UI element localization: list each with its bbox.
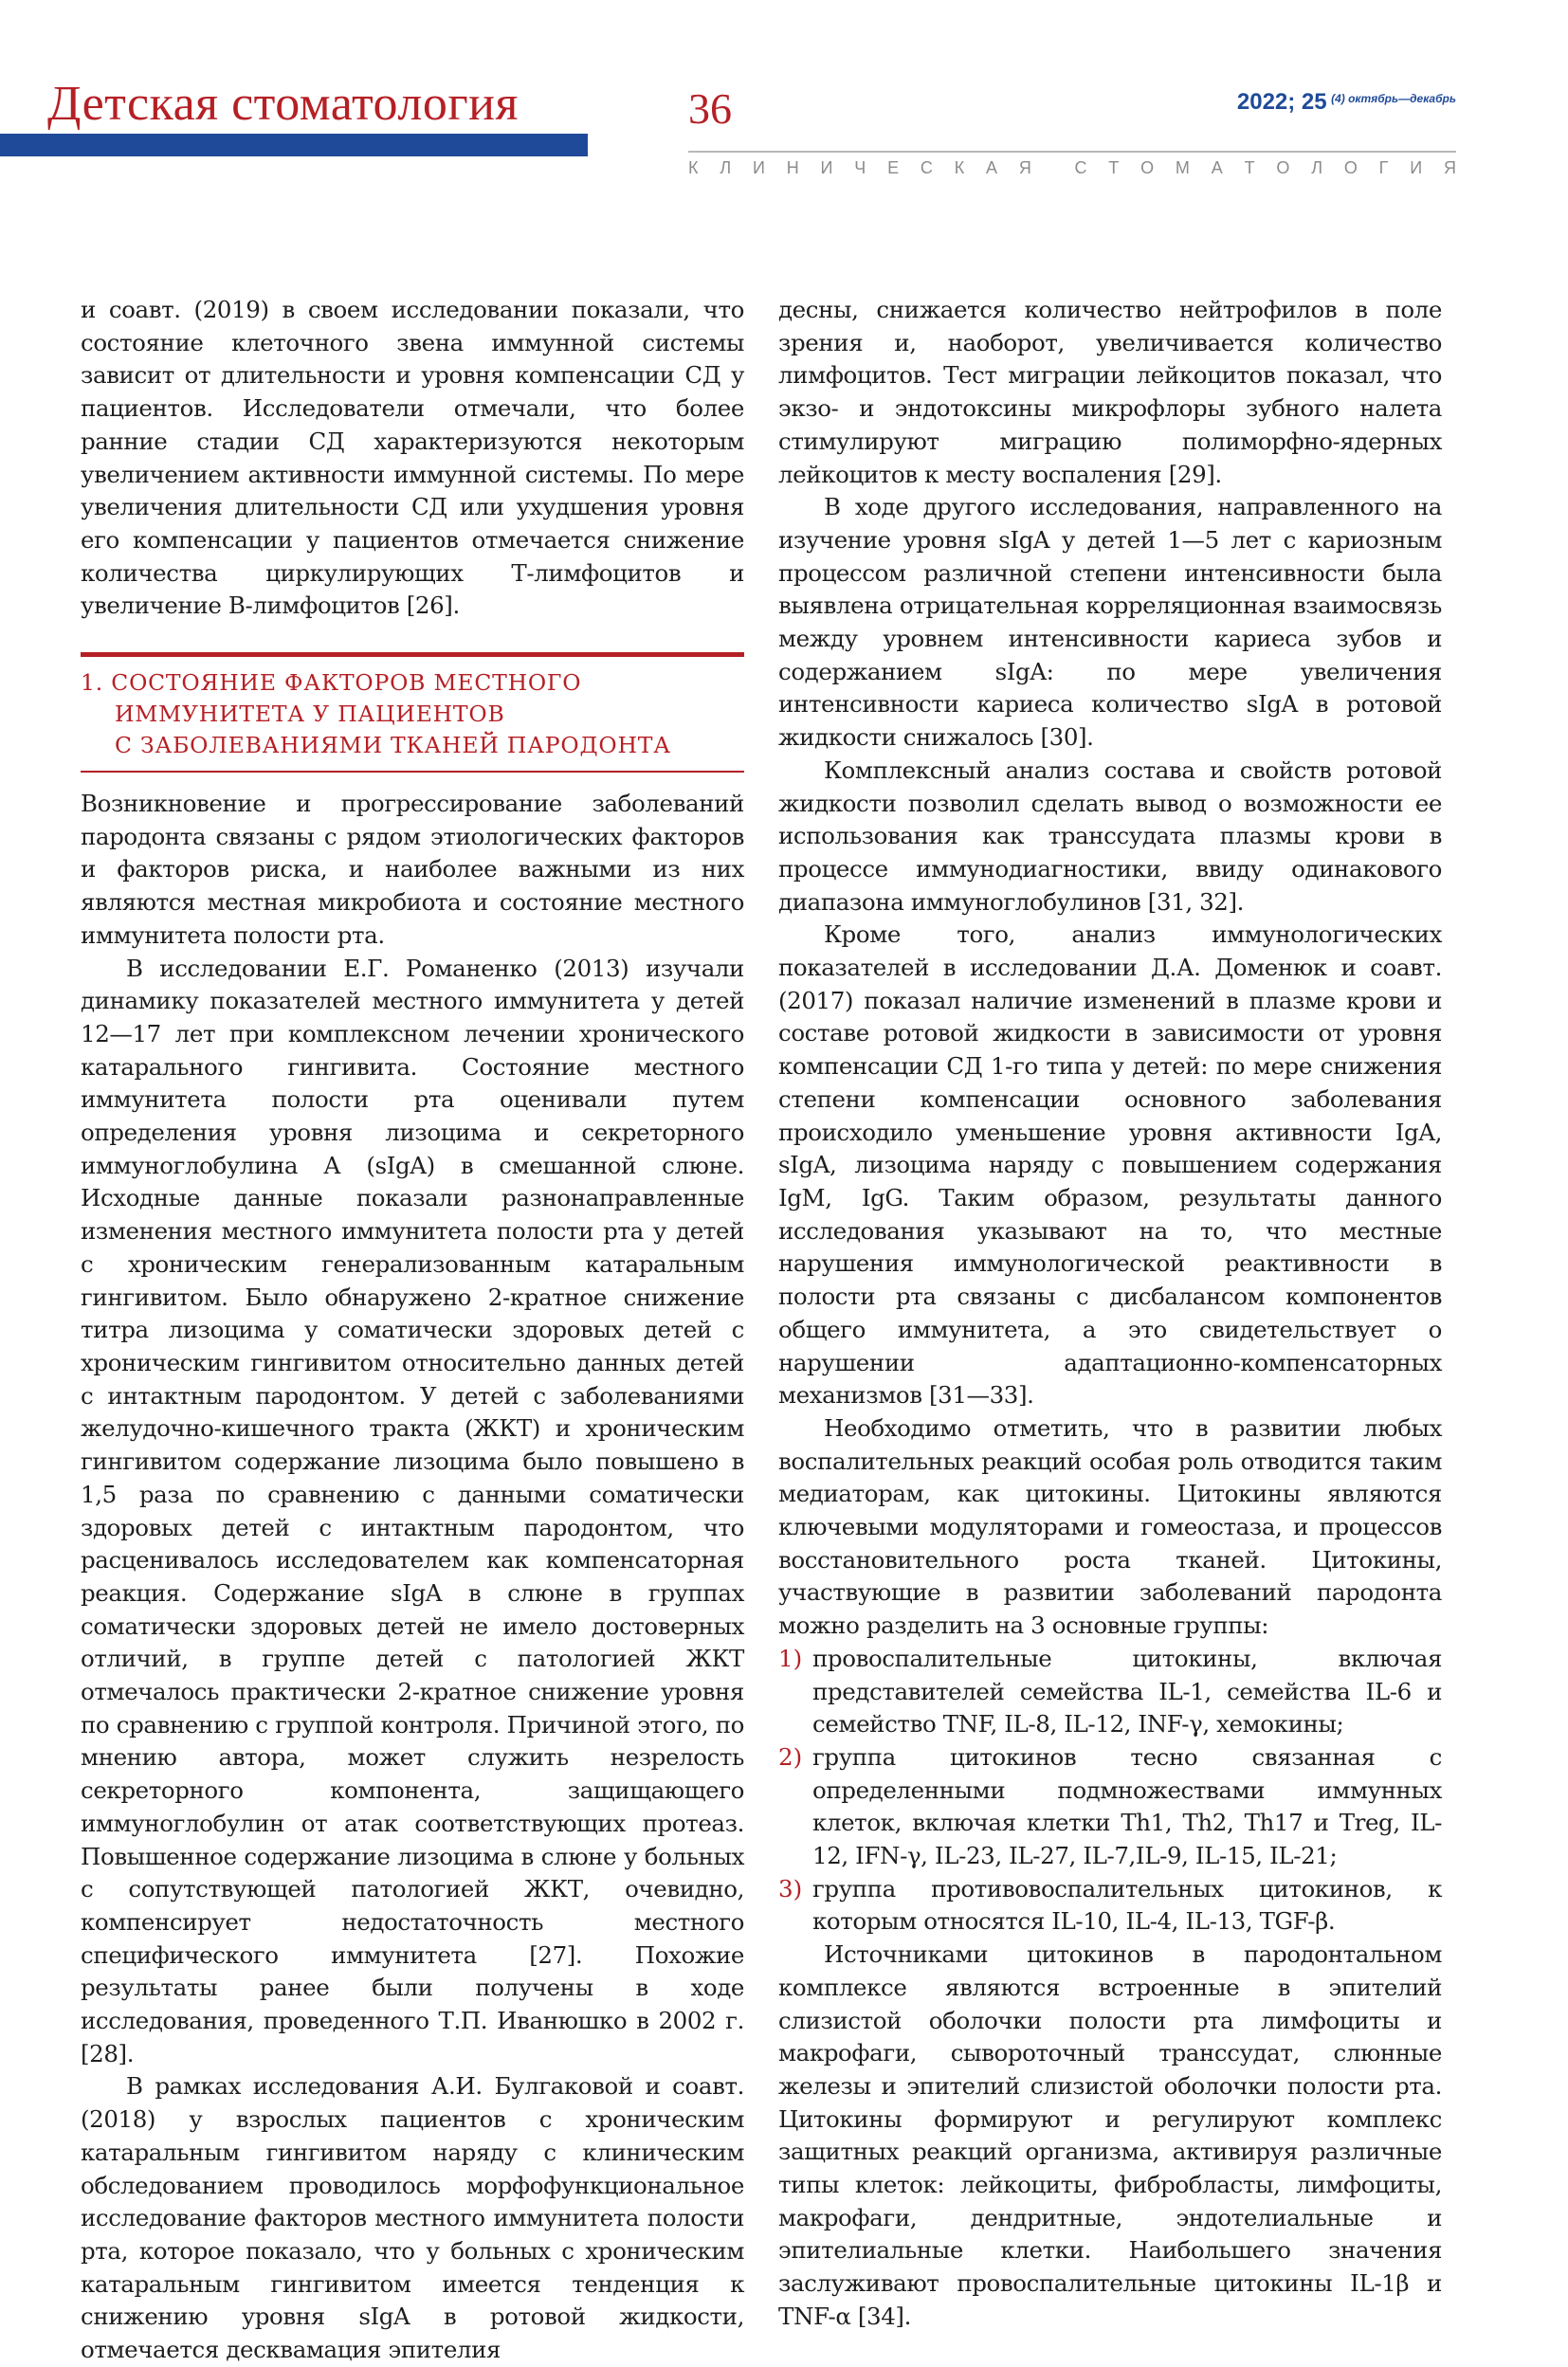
paragraph: Кроме того, анализ иммунологических показателей в исследовании Д.А. Доменюк и соавт. (2017) показал наличие изменений в плазме крови и составе ротовой жидкости в зависимости от уровня компенсации СД 1-го типа у детей: по мере снижения степени компенсации основного заболевания происходило уменьшение уровня активности IgA, sIgA, лизоцима наряду с повышением содержания IgM, IgG. Таким образом, результаты данного исследования указывают на то, что местные нарушения иммунологической реактивности в полости рта связаны с дисбалансом компонентов общего иммунитета, а это свидетельствует о нарушении адаптационно-компенсаторных механизмов [31—33]. bbox=[778, 920, 1442, 1410]
section-label-letter: Я bbox=[1443, 158, 1456, 177]
section-label-letter: Е bbox=[887, 158, 900, 177]
paragraph: и соавт. (2019) в своем исследовании показали, что состояние клеточного звена иммунной системы зависит от длительности и уровня компенсации СД у пациентов. Исследователи отмечали, что более ранние стадии СД характеризуются некоторым увеличением активности иммунной системы. По мере увеличения длительности СД или ухудшения уровня его компенсации у пациентов отмечается снижение количества циркулирующих Т-лимфоцитов и увеличение В-лимфоцитов [26]. bbox=[81, 296, 744, 620]
section-label-letter: С bbox=[920, 158, 933, 177]
list-number: 2) bbox=[778, 1742, 803, 1771]
section-label-letter: О bbox=[1140, 158, 1155, 177]
section-heading bbox=[81, 652, 744, 773]
heading-line: С ЗАБОЛЕВАНИЯМИ ТКАНЕЙ ПАРОДОНТА bbox=[115, 732, 671, 759]
section-label-letter: Я bbox=[1018, 158, 1031, 177]
section-label-letter: Г bbox=[1378, 158, 1389, 177]
paragraph: В ходе другого исследования, направленного на изучение уровня sIgA у детей 1—5 лет с кариозным процессом различной степени интенсивности была выявлена отрицательная корреляционная взаимосвязь между уровнем интенсивности кариеса зубов и содержанием sIgA: по мере увеличения интенсивности кариеса количество sIgA в ротовой жидкости снижалось [30]. bbox=[778, 493, 1442, 752]
issue-year-volume: 2022; 25 bbox=[1236, 89, 1327, 115]
paragraph: В исследовании Е.Г. Романенко (2013) изучали динамику показателей местного иммунитета у детей 12—17 лет при комплексном лечении хронического катарального гингивита. Состояние местного иммунитета полости рта оценивали путем определения уровня лизоцима и секреторного иммуноглобулина А (sIgA) в смешанной слюне. Исходные данные показали разнонаправленные изменения местного иммунитета полости рта у детей с хроническим генерализованным катаральным гингивитом. Было обнаружено 2-кратное снижение титра лизоцима у соматически здоровых детей с хроническим гингивитом относительно данных детей с интактным пародонтом. У детей с заболеваниями желудочно-кишечного тракта (ЖКТ) и хроническим гингивитом содержание лизоцима было повышено в 1,5 раза по сравнению с данными соматически здоровых детей с интактным пародонтом, что расценивалось исследователем как компенсаторная реакция. Содержание sIgA в слюне в группах соматически здоровых детей не имело достоверных отличий, в группе детей с патологией ЖКТ отмечалось практически 2-кратное снижение уровня по сравнению с группой контроля. Причиной этого, по мнению автора, может служить незрелость секреторного компонента, защищающего иммуноглобулин от атак соответствующих протеаз. Повышенное содержание лизоцима в слюне у больных с сопутствующей патологией ЖКТ, очевидно, компенсирует недостаточность местного специфического иммунитета [27]. Похожие результаты ранее были получены в ходе исследования, проведенного Т.П. Иванюшко в 2002 г. [28]. bbox=[81, 954, 744, 2067]
list-number: 1) bbox=[778, 1644, 803, 1672]
paragraph: Источниками цитокинов в пародонтальном комплексе являются встроенные в эпителий слизистой оболочки полости рта лимфоциты и макрофаги, сывороточный транссудат, слюнные железы и эпителий слизистой оболочки полости рта. Цитокины формируют и регулируют комплекс защитных реакций организма, активируя различные типы клеток: лейкоциты, фибробласты, лимфоциты, макрофаги, дендритные, эндотелиальные и эпителиальные клетки. Наибольшего значения заслуживают провоспалительные цитокины IL-1β и TNF-α [34]. bbox=[778, 1940, 1442, 2330]
heading-line: ИММУНИТЕТА У ПАЦИЕНТОВ bbox=[115, 701, 505, 728]
list-item bbox=[778, 1741, 1442, 1873]
section-label-letter: Л bbox=[1311, 158, 1323, 177]
section-label-letter: И bbox=[1410, 158, 1423, 177]
section-label-letter: С bbox=[1074, 158, 1087, 177]
paragraph: Комплексный анализ состава и свойств ротовой жидкости позволил сделать вывод о возможности ее использования как транссудата плазмы крови в процессе иммунодиагностики, ввиду одинакового диапазона иммуноглобулинов [31, 32]. bbox=[778, 756, 1442, 916]
right-column bbox=[778, 294, 1442, 2334]
issue-detail: (4) октябрь—декабрь bbox=[1331, 92, 1456, 105]
left-column bbox=[81, 294, 744, 2367]
list-number: 3) bbox=[778, 1874, 803, 1903]
list-item-text: провоспалительные цитокины, включая представителей семейства IL-1, семейства IL-6 и семейство TNF, IL-8, IL-12, INF-γ, хемокины; bbox=[812, 1644, 1442, 1739]
section-label-letter: Т bbox=[1244, 158, 1255, 177]
section-label-letter: К bbox=[688, 158, 699, 177]
section-label-letter: К bbox=[954, 158, 965, 177]
list-item-text: группа противовоспалительных цитокинов, к которым относятся IL-10, IL-4, IL-13, TGF-β. bbox=[812, 1874, 1442, 1936]
page-number: 36 bbox=[688, 84, 732, 133]
section-label-letter: М bbox=[1175, 158, 1190, 177]
header-rule bbox=[688, 151, 1456, 153]
section-label-letter: И bbox=[820, 158, 833, 177]
paragraph: Необходимо отметить, что в развитии любых воспалительных реакций особая роль отводится таким медиаторам, как цитокины. Цитокины являются ключевыми модуляторами и гомеостаза, и процессов восстановительного роста тканей. Цитокины, участвующие в развитии заболеваний пародонта можно разделить на 3 основные группы: bbox=[778, 1413, 1442, 1640]
list-item bbox=[778, 1643, 1442, 1741]
section-label-letter: Ч bbox=[854, 158, 866, 177]
journal-title: Детская стоматология bbox=[47, 77, 519, 131]
header-color-band bbox=[0, 134, 588, 156]
section-label-letter: Т bbox=[1108, 158, 1120, 177]
cytokine-groups-list bbox=[778, 1643, 1442, 1939]
section-label-letter: И bbox=[752, 158, 765, 177]
section-label-letter: Н bbox=[786, 158, 799, 177]
list-item bbox=[778, 1873, 1442, 1939]
section-label-letter: А bbox=[986, 158, 998, 177]
section-label-letter: А bbox=[1211, 158, 1223, 177]
paragraph: Возникновение и прогрессирование заболеваний пародонта связаны с рядом этиологических факторов и факторов риска, и наиболее важными из них являются местная микробиота и состояние местного иммунитета полости рта. bbox=[81, 790, 744, 949]
heading-rule-bottom bbox=[81, 771, 744, 773]
list-item-text: группа цитокинов тесно связанная с определенными подмножествами иммунных клеток, включая клетки Th1, Th2, Th17 и Treg, IL-12, IFN-γ, IL-23, IL-27, IL-7,IL-9, IL-15, IL-21; bbox=[812, 1742, 1442, 1870]
section-label-letter: О bbox=[1343, 158, 1358, 177]
heading-text bbox=[81, 657, 744, 769]
heading-line: 1. СОСТОЯНИЕ ФАКТОРОВ МЕСТНОГО bbox=[81, 669, 582, 697]
section-label-letter: Л bbox=[720, 158, 732, 177]
paragraph: В рамках исследования А.И. Булгаковой и соавт. (2018) у взрослых пациентов с хроническим катаральным гингивитом наряду с клиническим обследованием проводилось морфофункциональное исследование факторов местного иммунитета полости рта, которое показало, что у больных с хроническим катаральным гингивитом имеется тенденция к снижению уровня sIgA в ротовой жидкости, отмечается десквамация эпителия bbox=[81, 2072, 744, 2364]
issue-info bbox=[1237, 91, 1456, 114]
section-label bbox=[688, 158, 1456, 177]
paragraph: десны, снижается количество нейтрофилов в поле зрения и, наоборот, увеличивается количество лимфоцитов. Тест миграции лейкоцитов показал, что экзо- и эндотоксины микрофлоры зубного налета стимулируют миграцию полиморфно-ядерных лейкоцитов к месту воспаления [29]. bbox=[778, 296, 1442, 488]
section-label-letter: О bbox=[1276, 158, 1290, 177]
